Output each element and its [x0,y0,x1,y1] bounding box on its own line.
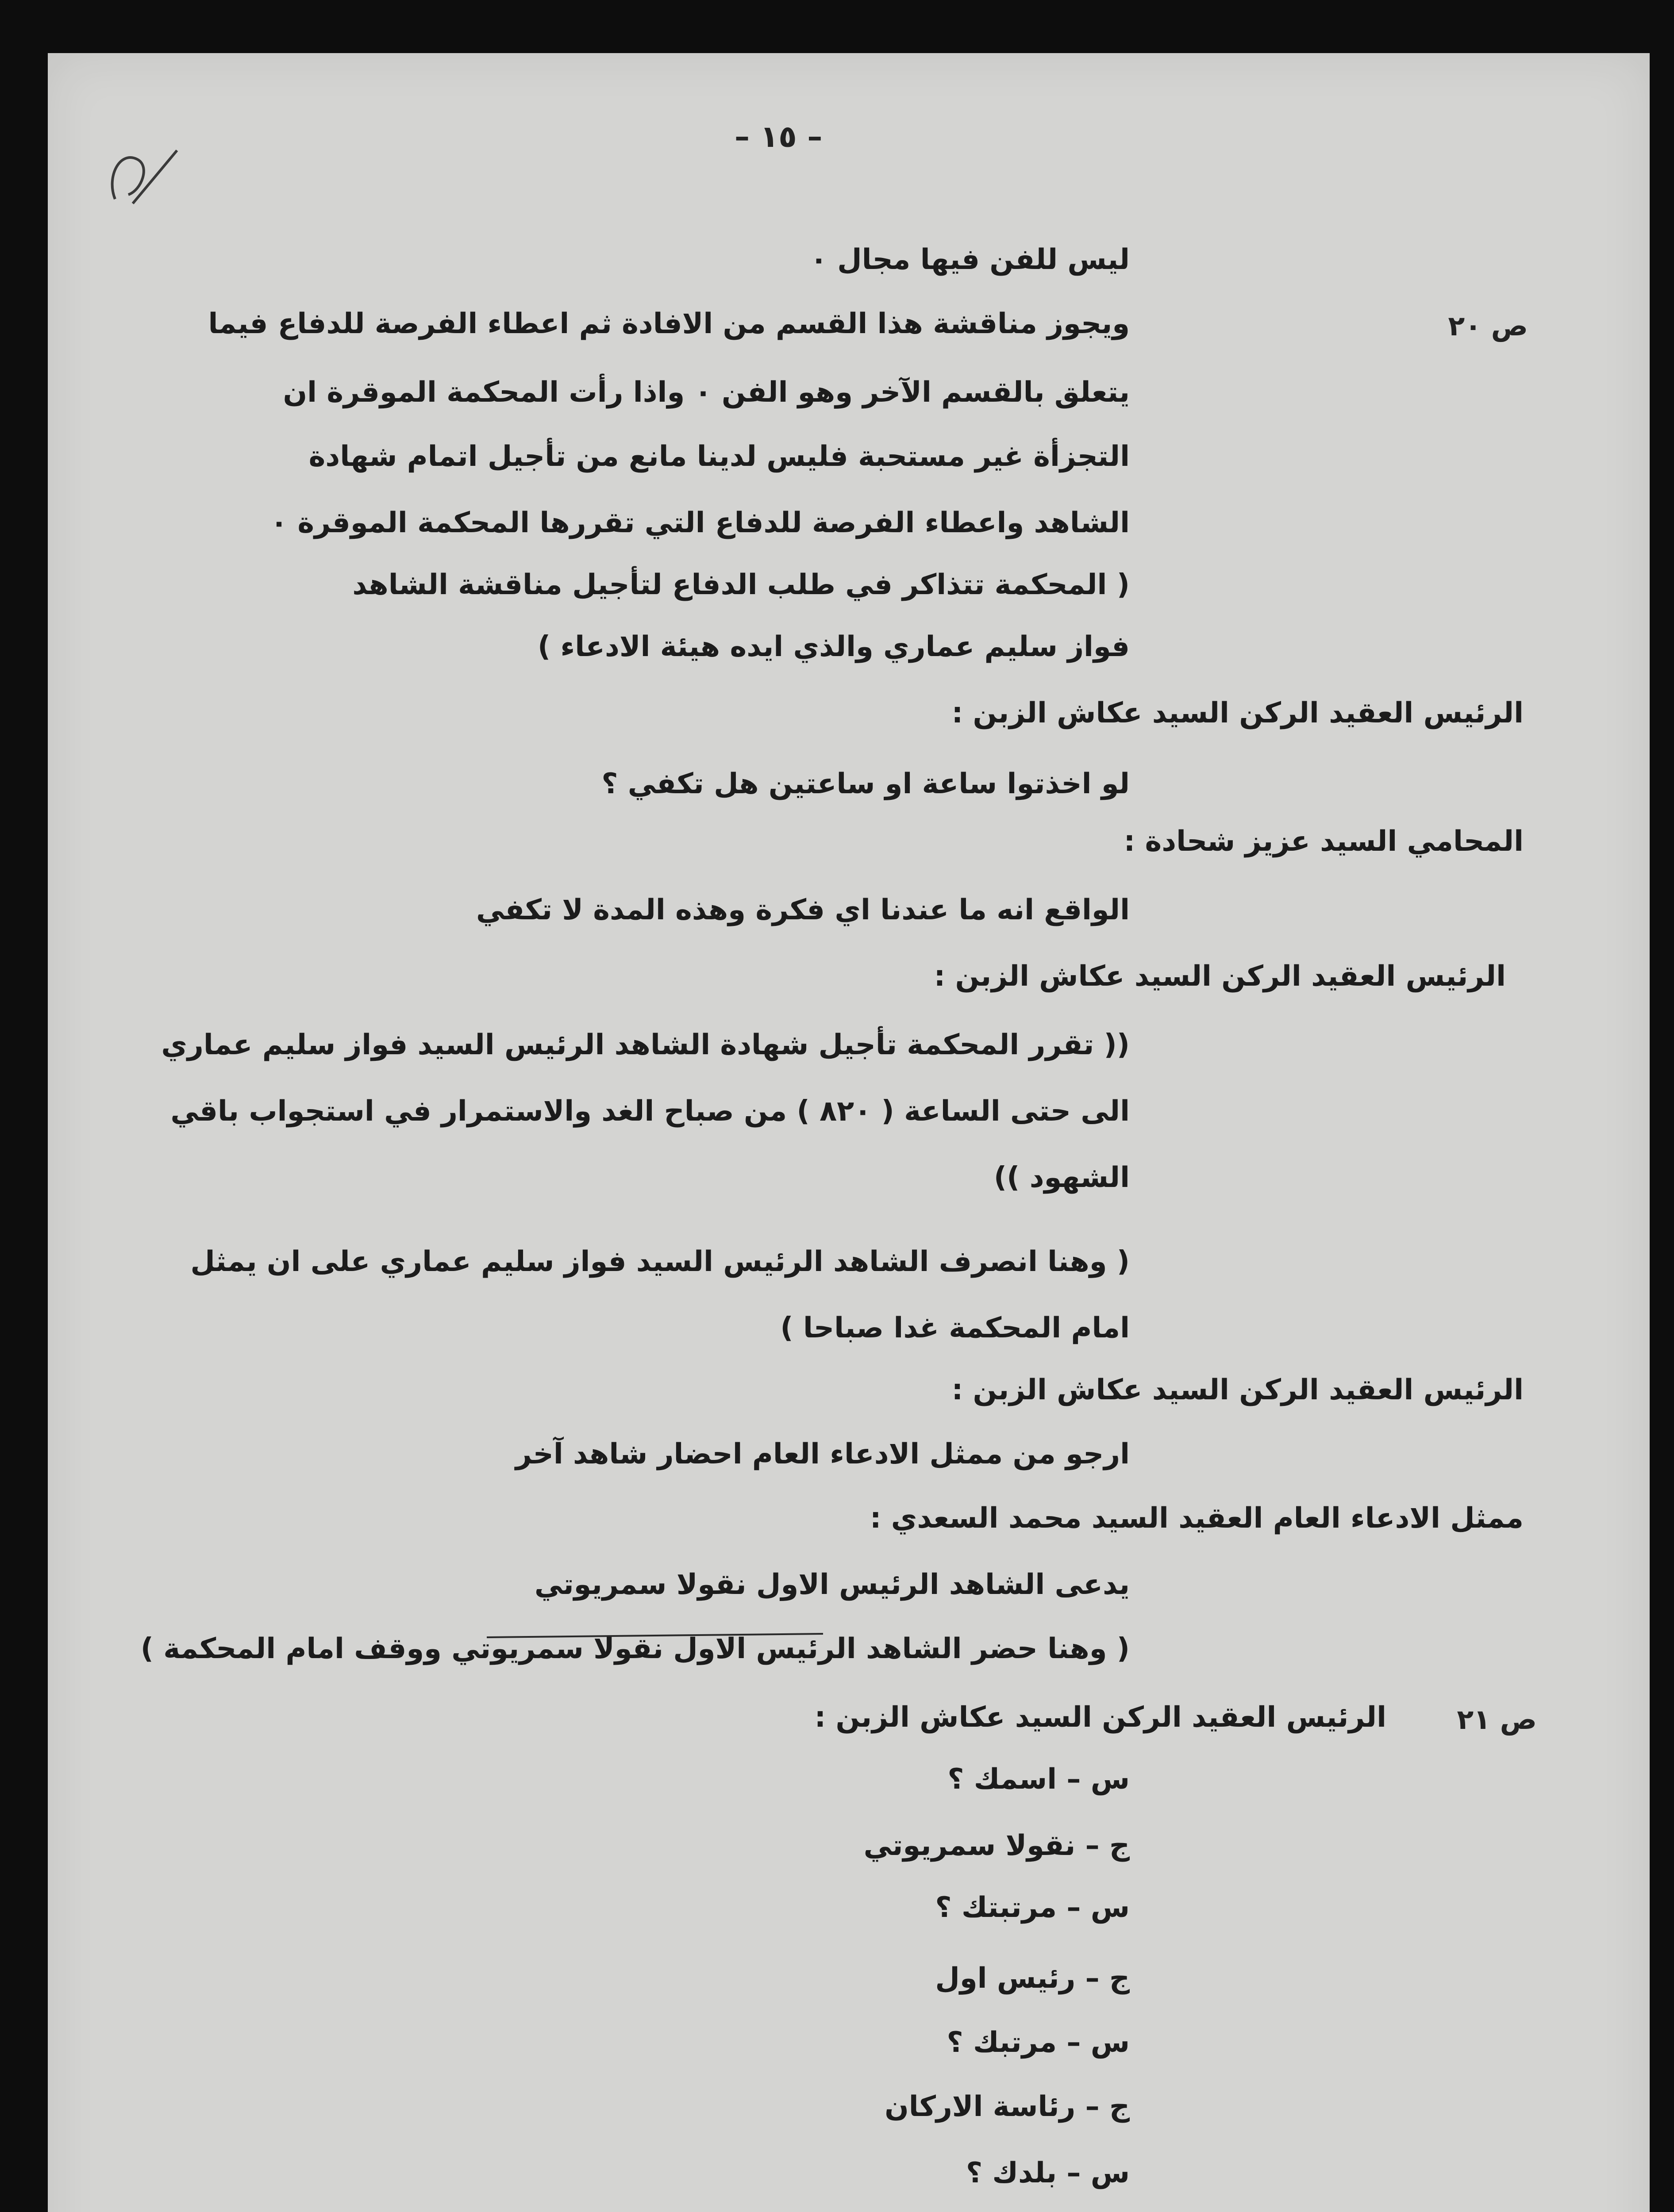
text-line-1: ليس للفن فيها مجال ٠ [810,243,1130,276]
handwritten-check-mark [89,133,186,221]
text-line-19: ارجو من ممثل الادعاء العام احضار شاهد آخر [515,1438,1130,1471]
qa-line-4: ج – رئيس اول [935,1962,1130,1995]
qa-line-2: ج – نقولا سمريوتي [863,1829,1130,1862]
qa-line-6: ج – رئاسة الاركان [885,2090,1130,2123]
text-line-17: امام المحكمة غدا صباحا ) [780,1312,1130,1344]
text-line-15: الشهود )) [993,1161,1130,1194]
text-line-22: ( وهنا حضر الشاهد الرئيس الاول نقولا سمريوتي ووقف امام المحكمة ) [140,1632,1130,1665]
speaker-line-5: ممثل الادعاء العام العقيد السيد محمد السعدي : [870,1502,1524,1535]
text-line-3: يتعلق بالقسم الآخر وهو الفن ٠ واذا رأت المحكمة الموقرة ان [283,376,1130,409]
page-number: – ١٥ – [735,119,823,154]
text-line-2: ويجوز مناقشة هذا القسم من الافادة ثم اعطاء الفرصة للدفاع فيما [208,307,1130,340]
margin-page-ref-21: ص ٢١ [1457,1703,1537,1736]
margin-page-ref-20: ص ٢٠ [1448,310,1528,342]
text-line-11: الواقع انه ما عندنا اي فكرة وهذه المدة لا تكفي [476,894,1130,926]
speaker-line-2: المحامي السيد عزيز شحادة : [1124,825,1524,858]
speaker-line-4: الرئيس العقيد الركن السيد عكاش الزبن : [951,1374,1524,1406]
qa-line-3: س – مرتبتك ؟ [935,1891,1130,1924]
text-line-9: لو اخذتوا ساعة او ساعتين هل تكفي ؟ [601,768,1130,800]
qa-line-1: س – اسمك ؟ [947,1763,1130,1796]
speaker-line-6: الرئيس العقيد الركن السيد عكاش الزبن : [814,1701,1386,1734]
text-line-16: ( وهنا انصرف الشاهد الرئيس السيد فواز سليم عماري على ان يمثل [190,1245,1130,1278]
qa-line-7: س – بلدك ؟ [966,2157,1130,2189]
speaker-line-3: الرئيس العقيد الركن السيد عكاش الزبن : [934,960,1506,993]
text-line-6: ( المحكمة تتذاكر في طلب الدفاع لتأجيل مناقشة الشاهد [352,568,1130,601]
text-line-21: يدعى الشاهد الرئيس الاول نقولا سمريوتي [534,1568,1130,1601]
text-line-4: التجزأة غير مستحبة فليس لدينا مانع من تأجيل اتمام شهادة [308,440,1130,473]
text-line-7: فواز سليم عماري والذي ايده هيئة الادعاء ) [538,630,1130,663]
text-line-14: الى حتى الساعة ( ٨٢٠ ) من صباح الغد والاستمرار في استجواب باقي [170,1095,1130,1128]
text-line-13: (( تقرر المحكمة تأجيل شهادة الشاهد الرئيس السيد فواز سليم عماري [161,1029,1130,1061]
qa-line-5: س – مرتبك ؟ [947,2026,1130,2059]
text-line-5: الشاهد واعطاء الفرصة للدفاع التي تقررها المحكمة الموقرة ٠ [270,507,1130,539]
speaker-line-1: الرئيس العقيد الركن السيد عكاش الزبن : [951,697,1524,730]
